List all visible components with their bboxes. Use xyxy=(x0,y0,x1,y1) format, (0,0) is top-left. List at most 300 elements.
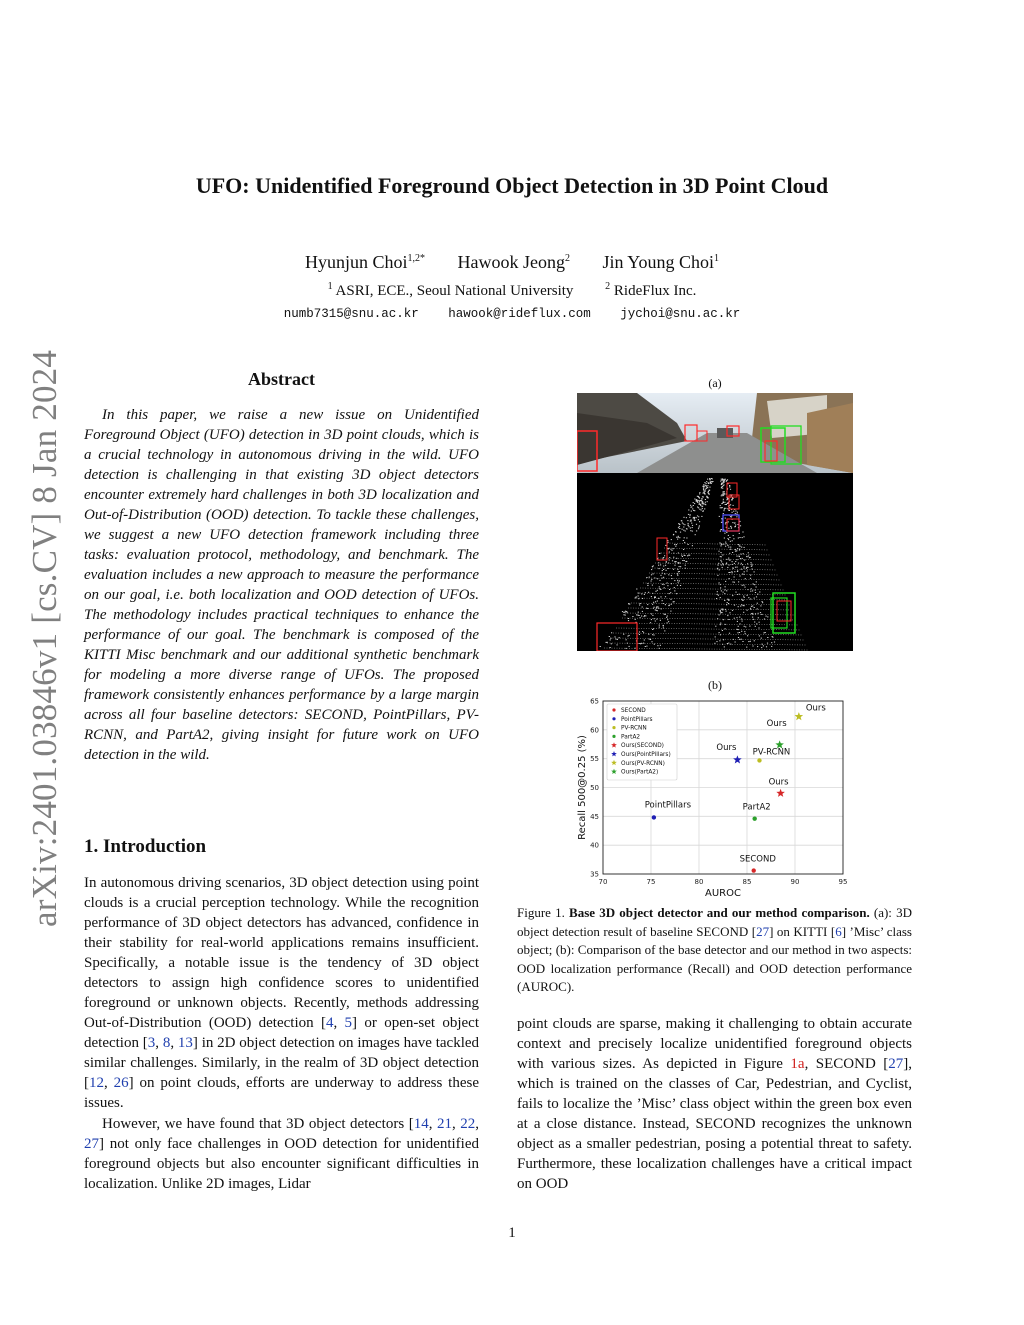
lidar-point xyxy=(732,540,733,541)
lidar-point xyxy=(726,604,727,605)
intro-paragraph-3: point clouds are sparse, making it challenging to obtain accurate context and precisely localize unidentified foreground objects with various sizes. As depicted in Figure 1a, SECOND [27], which is trained on the classes of Car, Pedestrian, and Cyclist, fails to localize the ’Misc’ class object within the green box even at a close distance. Instead, SECOND recognizes the unknown object as a smaller pedestrian, posing a potential threat to safety. Furthermore, these localization challenges have a critical impact on OOD xyxy=(517,1016,912,1192)
citation-link[interactable]: 27 xyxy=(84,1136,99,1152)
lidar-point xyxy=(735,561,736,562)
lidar-scan-line xyxy=(640,588,785,590)
lidar-point xyxy=(669,557,670,558)
lidar-point xyxy=(720,634,721,635)
lidar-point xyxy=(657,601,658,602)
lidar-point xyxy=(678,523,679,524)
figure-panel-label-b: (b) xyxy=(708,678,722,692)
lidar-point xyxy=(750,641,751,642)
citation-link[interactable]: 26 xyxy=(113,1075,129,1091)
lidar-point xyxy=(744,605,745,606)
lidar-point xyxy=(731,527,732,528)
lidar-point xyxy=(699,525,700,526)
lidar-point xyxy=(635,597,636,598)
citation-link[interactable]: 13 xyxy=(177,1035,193,1051)
lidar-point xyxy=(655,621,656,622)
lidar-point xyxy=(699,498,700,499)
lidar-point xyxy=(650,622,651,623)
lidar-point xyxy=(664,630,665,631)
lidar-point xyxy=(705,499,706,500)
citation-link[interactable]: 3 xyxy=(147,1035,156,1051)
lidar-point xyxy=(767,616,768,617)
lidar-point xyxy=(707,485,708,486)
citation-link[interactable]: 27 xyxy=(888,1056,904,1072)
author: Hawook Jeong$^2$ xyxy=(457,252,570,272)
lidar-point xyxy=(744,631,745,632)
lidar-point xyxy=(728,619,729,620)
lidar-point xyxy=(642,631,643,632)
lidar-point xyxy=(754,584,755,585)
lidar-point xyxy=(743,612,744,613)
lidar-point xyxy=(684,560,685,561)
lidar-point xyxy=(703,490,704,491)
data-label: Ours xyxy=(768,777,789,788)
lidar-point xyxy=(692,525,693,526)
lidar-point xyxy=(745,633,746,634)
lidar-point xyxy=(678,536,679,537)
lidar-point xyxy=(671,575,672,576)
arxiv-identifier: arXiv:2401.03846v1 [cs.CV] 8 Jan 2024 xyxy=(25,349,64,927)
lidar-point xyxy=(653,635,654,636)
scatter-chart-svg xyxy=(570,694,855,899)
data-label: Ours xyxy=(805,703,826,714)
citation-link[interactable]: 22 xyxy=(460,1116,476,1132)
lidar-point xyxy=(658,607,659,608)
lidar-point xyxy=(759,622,760,623)
lidar-point xyxy=(669,589,670,590)
lidar-point xyxy=(741,547,742,548)
lidar-point xyxy=(611,643,612,644)
x-tick-label: 95 xyxy=(838,878,848,886)
lidar-point xyxy=(736,556,737,557)
lidar-point xyxy=(723,482,724,483)
lidar-point xyxy=(685,565,686,566)
lidar-point xyxy=(690,530,691,531)
lidar-point xyxy=(698,528,699,529)
lidar-point xyxy=(723,492,724,493)
lidar-point xyxy=(638,596,639,597)
citation-link[interactable]: 27 xyxy=(756,923,770,939)
lidar-point xyxy=(663,625,664,626)
lidar-point xyxy=(765,632,766,633)
lidar-point xyxy=(727,615,728,616)
citation-link[interactable]: 8 xyxy=(162,1035,171,1051)
lidar-point xyxy=(749,626,750,627)
lidar-point xyxy=(674,544,675,545)
x-tick-label: 90 xyxy=(790,878,800,886)
lidar-point xyxy=(730,541,731,542)
lidar-point xyxy=(742,537,743,538)
lidar-point-cloud xyxy=(577,473,853,651)
lidar-point xyxy=(728,528,729,529)
lidar-point xyxy=(756,587,757,588)
lidar-point xyxy=(678,582,679,583)
lidar-point xyxy=(725,586,726,587)
lidar-scan-line xyxy=(658,558,773,560)
lidar-point xyxy=(641,593,642,594)
lidar-point xyxy=(719,632,720,633)
lidar-point xyxy=(654,644,655,645)
lidar-point xyxy=(754,622,755,623)
lidar-point xyxy=(657,578,658,579)
email[interactable]: numb7315@snu.ac.kr xyxy=(283,307,419,321)
lidar-point xyxy=(752,613,753,614)
lidar-point xyxy=(638,612,639,613)
lidar-point xyxy=(677,569,678,570)
lidar-point xyxy=(725,546,726,547)
citation-link[interactable]: 12 xyxy=(89,1075,104,1091)
lidar-point xyxy=(667,616,668,617)
x-axis-label: AUROC xyxy=(705,888,741,899)
data-label: PointPillars xyxy=(644,800,692,811)
lidar-point xyxy=(742,585,743,586)
lidar-point xyxy=(727,538,728,539)
lidar-point xyxy=(743,596,744,597)
lidar-point xyxy=(753,583,754,584)
lidar-point xyxy=(632,616,633,617)
lidar-point xyxy=(695,520,696,521)
lidar-point xyxy=(695,534,696,535)
lidar-point xyxy=(735,551,736,552)
lidar-point xyxy=(655,601,656,602)
lidar-point xyxy=(662,570,663,571)
lidar-point xyxy=(707,487,708,488)
lidar-point xyxy=(688,523,689,524)
lidar-point xyxy=(645,615,646,616)
lidar-point xyxy=(734,526,735,527)
lidar-point xyxy=(755,626,756,627)
lidar-point xyxy=(654,596,655,597)
lidar-point xyxy=(756,623,757,624)
lidar-point xyxy=(681,520,682,521)
lidar-point xyxy=(679,580,680,581)
lidar-point xyxy=(738,606,739,607)
lidar-point xyxy=(728,558,729,559)
lidar-point xyxy=(665,545,666,546)
lidar-point xyxy=(680,532,681,533)
citation-link[interactable]: 4 xyxy=(325,1015,334,1031)
lidar-point xyxy=(757,608,758,609)
citation-link[interactable]: 5 xyxy=(344,1015,353,1031)
y-tick-label: 55 xyxy=(590,755,599,764)
lidar-point xyxy=(718,595,719,596)
lidar-point xyxy=(738,538,739,539)
lidar-point xyxy=(688,544,689,545)
lidar-point xyxy=(735,511,736,512)
lidar-point xyxy=(622,611,623,612)
lidar-point xyxy=(736,516,737,517)
lidar-point xyxy=(739,576,740,577)
citation-link[interactable]: 6 xyxy=(835,923,842,939)
lidar-point xyxy=(739,632,740,633)
lidar-point xyxy=(617,639,618,640)
lidar-point xyxy=(673,557,674,558)
author-list xyxy=(0,252,1024,273)
lidar-point xyxy=(720,552,721,553)
citation-link[interactable]: 21 xyxy=(436,1116,452,1132)
author: Hyunjun Choi$^{1,2*}$ xyxy=(304,252,425,272)
figure-panel-label-a: (a) xyxy=(708,376,722,390)
lidar-scan-line xyxy=(619,623,799,625)
lidar-point xyxy=(733,568,734,569)
lidar-point xyxy=(653,573,654,574)
lidar-point xyxy=(636,589,637,590)
email-list xyxy=(0,307,1024,321)
lidar-point xyxy=(679,524,680,525)
lidar-point xyxy=(627,636,628,637)
lidar-point xyxy=(712,481,713,482)
email[interactable]: jychoi@snu.ac.kr xyxy=(620,307,741,321)
lidar-point xyxy=(762,602,763,603)
lidar-point xyxy=(726,499,727,500)
lidar-point xyxy=(764,619,765,620)
lidar-point xyxy=(638,598,639,599)
lidar-point xyxy=(677,585,678,586)
lidar-point xyxy=(726,611,727,612)
lidar-point xyxy=(667,583,668,584)
lidar-point xyxy=(727,479,728,480)
lidar-point xyxy=(674,580,675,581)
data-label: PartA2 xyxy=(742,802,771,813)
lidar-point xyxy=(748,552,749,553)
lidar-point xyxy=(741,631,742,632)
lidar-point xyxy=(683,517,684,518)
lidar-point xyxy=(697,515,698,516)
lidar-point xyxy=(657,590,658,591)
lidar-point xyxy=(678,571,679,572)
lidar-point xyxy=(717,591,718,592)
lidar-point xyxy=(758,617,759,618)
lidar-point xyxy=(732,512,733,513)
lidar-point xyxy=(726,543,727,544)
lidar-point xyxy=(696,524,697,525)
lidar-point xyxy=(723,639,724,640)
lidar-point xyxy=(699,493,700,494)
lidar-scan-line xyxy=(604,648,809,650)
lidar-point xyxy=(686,517,687,518)
lidar-point xyxy=(720,481,721,482)
section-heading-introduction: 1. Introduction xyxy=(84,836,207,857)
lidar-point xyxy=(699,502,700,503)
lidar-point xyxy=(692,531,693,532)
lidar-point xyxy=(615,639,616,640)
lidar-point xyxy=(706,488,707,489)
lidar-point xyxy=(720,612,721,613)
lidar-point xyxy=(663,569,664,570)
lidar-point xyxy=(665,596,666,597)
lidar-point xyxy=(735,567,736,568)
lidar-point xyxy=(677,580,678,581)
lidar-point xyxy=(654,597,655,598)
lidar-point xyxy=(720,623,721,624)
data-point-star xyxy=(733,755,742,763)
figure-link[interactable]: 1a xyxy=(790,1056,805,1072)
lidar-point xyxy=(658,568,659,569)
lidar-point xyxy=(638,593,639,594)
lidar-point xyxy=(767,637,768,638)
lidar-point xyxy=(728,572,729,573)
lidar-point xyxy=(660,620,661,621)
lidar-point xyxy=(721,503,722,504)
lidar-point xyxy=(693,518,694,519)
lidar-point xyxy=(668,548,669,549)
lidar-point xyxy=(687,555,688,556)
lidar-point xyxy=(679,537,680,538)
lidar-point xyxy=(724,646,725,647)
lidar-point xyxy=(663,627,664,628)
author: Jin Young Choi$^1$ xyxy=(602,252,720,272)
lidar-point xyxy=(667,585,668,586)
lidar-point xyxy=(677,539,678,540)
lidar-point xyxy=(667,619,668,620)
lidar-point xyxy=(725,522,726,523)
lidar-point xyxy=(728,599,729,600)
lidar-point xyxy=(735,642,736,643)
lidar-point xyxy=(754,598,755,599)
lidar-point xyxy=(738,556,739,557)
lidar-point xyxy=(639,634,640,635)
lidar-point xyxy=(647,604,648,605)
lidar-scan-line xyxy=(610,638,805,640)
lidar-point xyxy=(674,590,675,591)
legend-label: Ours(SECOND) xyxy=(621,743,664,750)
email[interactable]: hawook@rideflux.com xyxy=(448,307,591,321)
lidar-point xyxy=(732,582,733,583)
lidar-point xyxy=(699,509,700,510)
lidar-point xyxy=(688,526,689,527)
lidar-point xyxy=(723,499,724,500)
lidar-point xyxy=(625,615,626,616)
lidar-point xyxy=(758,613,759,614)
legend-box xyxy=(607,704,677,780)
lidar-point xyxy=(678,537,679,538)
citation-link[interactable]: 14 xyxy=(413,1116,429,1132)
lidar-point xyxy=(738,581,739,582)
lidar-point xyxy=(724,491,725,492)
lidar-point xyxy=(751,588,752,589)
lidar-point xyxy=(670,549,671,550)
lidar-point xyxy=(617,644,618,645)
lidar-point xyxy=(657,645,658,646)
data-label: SECOND xyxy=(739,854,776,865)
lidar-point xyxy=(726,481,727,482)
lidar-point xyxy=(709,487,710,488)
lidar-point xyxy=(696,517,697,518)
affiliations xyxy=(0,281,1024,300)
lidar-point xyxy=(656,606,657,607)
camera-image xyxy=(577,393,853,473)
lidar-scan-line xyxy=(667,543,767,545)
lidar-point xyxy=(659,586,660,587)
lidar-point xyxy=(666,570,667,571)
lidar-point xyxy=(691,511,692,512)
lidar-point xyxy=(696,530,697,531)
lidar-point xyxy=(623,612,624,613)
data-label: Ours xyxy=(716,742,737,753)
lidar-point xyxy=(740,558,741,559)
lidar-point xyxy=(722,555,723,556)
lidar-point xyxy=(651,641,652,642)
lidar-point xyxy=(656,610,657,611)
lidar-point xyxy=(724,509,725,510)
lidar-point xyxy=(746,647,747,648)
lidar-point xyxy=(747,567,748,568)
lidar-point xyxy=(718,563,719,564)
lidar-point xyxy=(664,614,665,615)
lidar-point xyxy=(647,585,648,586)
lidar-point xyxy=(675,546,676,547)
lidar-point xyxy=(690,507,691,508)
lidar-point xyxy=(756,596,757,597)
legend-label: PointPillars xyxy=(621,716,653,723)
lidar-point xyxy=(750,608,751,609)
lidar-point xyxy=(724,538,725,539)
lidar-point xyxy=(720,587,721,588)
lidar-point xyxy=(644,615,645,616)
lidar-point xyxy=(724,479,725,480)
lidar-point xyxy=(721,483,722,484)
lidar-point xyxy=(771,642,772,643)
lidar-point xyxy=(743,566,744,567)
lidar-point xyxy=(652,615,653,616)
lidar-point xyxy=(646,646,647,647)
lidar-point xyxy=(701,510,702,511)
legend-label: SECOND xyxy=(621,708,646,714)
lidar-point xyxy=(679,566,680,567)
lidar-point xyxy=(731,495,732,496)
lidar-point xyxy=(736,559,737,560)
lidar-point xyxy=(720,531,721,532)
lidar-point xyxy=(719,640,720,641)
lidar-point xyxy=(682,560,683,561)
lidar-point xyxy=(736,514,737,515)
affiliation: $^1$ ASRI, ECE., Seoul National University xyxy=(327,281,574,299)
lidar-point xyxy=(734,563,735,564)
lidar-point xyxy=(651,569,652,570)
lidar-point xyxy=(668,621,669,622)
lidar-point xyxy=(719,516,720,517)
lidar-point xyxy=(715,636,716,637)
lidar-point xyxy=(748,641,749,642)
lidar-point xyxy=(639,615,640,616)
lidar-point xyxy=(659,580,660,581)
lidar-point xyxy=(730,504,731,505)
lidar-point xyxy=(651,614,652,615)
lidar-point xyxy=(655,591,656,592)
lidar-point xyxy=(721,565,722,566)
lidar-point xyxy=(720,610,721,611)
x-tick-label: 75 xyxy=(646,878,656,886)
lidar-point xyxy=(626,611,627,612)
lidar-point xyxy=(743,585,744,586)
lidar-point xyxy=(676,544,677,545)
lidar-point xyxy=(739,537,740,538)
lidar-point xyxy=(652,566,653,567)
lidar-point xyxy=(727,643,728,644)
lidar-point xyxy=(636,596,637,597)
lidar-point xyxy=(705,502,706,503)
lidar-point xyxy=(731,499,732,500)
lidar-point xyxy=(732,522,733,523)
lidar-point xyxy=(734,605,735,606)
lidar-point xyxy=(723,510,724,511)
lidar-point xyxy=(697,501,698,502)
lidar-point xyxy=(704,508,705,509)
paper-title: UFO: Unidentified Foreground Object Detection in 3D Point Cloud xyxy=(195,173,829,198)
lidar-point xyxy=(663,577,664,578)
